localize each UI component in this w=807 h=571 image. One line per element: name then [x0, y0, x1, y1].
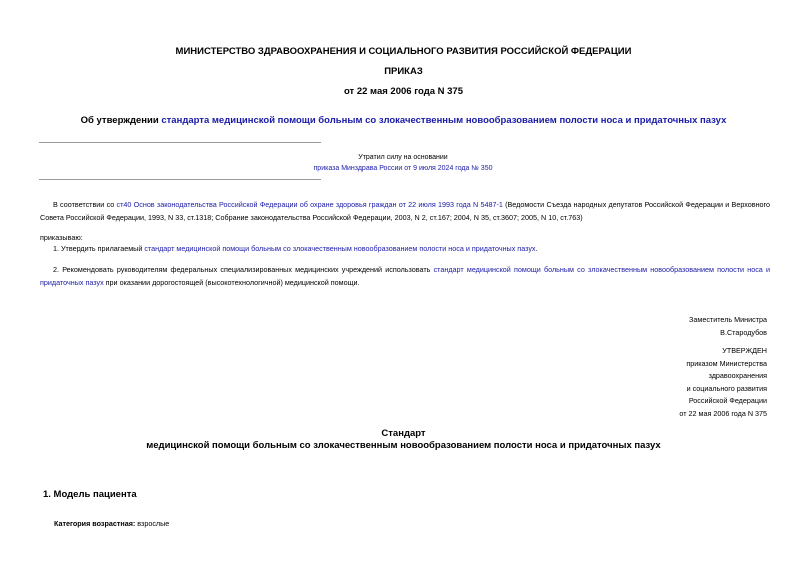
approval-block [560, 345, 767, 420]
approval-line: УТВЕРЖДЕН [722, 346, 767, 355]
notice [300, 152, 506, 174]
preamble-suffix: (Ведомости Съезда народных депутатов Российской Федерации и Верховного Совета Российской Федерации, 1993, N 33, ст.1318; Собрание законодательства Российской Федерации, 2003, N 2, ст.167; 2004, N 35, ст.3607; 2005, N 10, ст.763) [40, 200, 771, 222]
doc-title-prefix: Об утверждении [80, 115, 162, 126]
order-item-1-prefix: 1. Утвердить прилагаемый [53, 244, 145, 253]
order-item-1 [53, 243, 770, 256]
doc-date-number: от 22 мая 2006 года N 375 [343, 86, 464, 97]
section-heading: 1. Модель пациента [43, 489, 137, 500]
preamble-prefix: В соответствии со [53, 200, 117, 209]
order-item-2 [40, 264, 770, 289]
category-label: Категория возрастная: [54, 519, 136, 528]
doc-title [0, 115, 807, 126]
notice-line: Утратил силу на основании [358, 154, 448, 161]
approval-line: от 22 мая 2006 года N 375 [679, 408, 767, 418]
category-row [54, 518, 169, 531]
signature-name: В.Стародубов [720, 327, 767, 337]
doc-type: ПРИКАЗ [384, 66, 423, 77]
signature [560, 314, 767, 339]
notice-rule-top [39, 142, 321, 143]
standard-title: Стандарт [381, 428, 426, 439]
approval-line: приказом Министерства [686, 358, 767, 368]
order-item-2-suffix: при оказании дорогостоящей (высокотехнологичной) медицинской помощи. [103, 277, 360, 287]
doc-title-link[interactable]: стандарта медицинской помощи больным со злокачественным новообразованием полости носа и придаточных пазух [161, 115, 727, 126]
order-item-1-link[interactable]: стандарт медицинской помощи больным со злокачественным новообразованием полости носа и придаточных пазух [144, 244, 536, 253]
approval-line: Российской Федерации [688, 396, 767, 405]
order-item-2-prefix: 2. Рекомендовать руководителям федеральных специализированных медицинских учреждений использовать [53, 265, 434, 274]
category-value: взрослые [135, 519, 170, 528]
approval-line: и социального развития [686, 383, 767, 393]
preamble [40, 199, 770, 224]
order-item-2-link[interactable]: стандарт медицинской помощи больным со злокачественным новообразованием полости носа и придаточных пазух [40, 265, 771, 287]
approval-line: здравоохранения [708, 371, 767, 380]
signature-position: Заместитель Министра [689, 315, 767, 324]
preamble-law-link[interactable]: ст40 Основ законодательства Российской Федерации об охране здоровья граждан от 22 июля 1993 года N 5487-1 [116, 200, 503, 209]
order-word: приказываю: [40, 233, 83, 242]
notice-rule-bottom [39, 179, 321, 180]
order-item-1-suffix: . [535, 244, 538, 253]
notice-link[interactable]: приказа Минздрава России от 9 июля 2024 года № 350 [313, 165, 493, 172]
standard-subtitle: медицинской помощи больным со злокачественным новообразованием полости носа и придаточных пазух [146, 440, 661, 451]
ministry-title: МИНИСТЕРСТВО ЗДРАВООХРАНЕНИЯ И СОЦИАЛЬНОГО РАЗВИТИЯ РОССИЙСКОЙ ФЕДЕРАЦИИ [175, 46, 632, 57]
